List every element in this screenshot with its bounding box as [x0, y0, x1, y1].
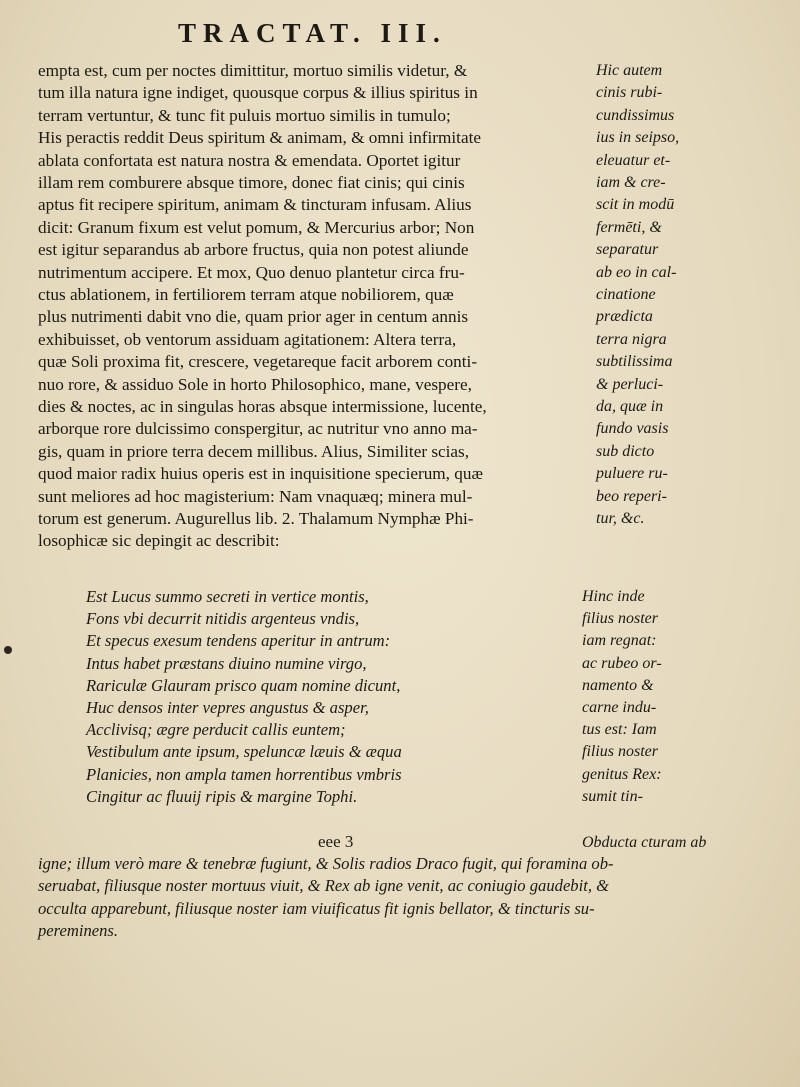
- verse-line: Huc densos inter vepres angustus & asper,: [86, 698, 369, 717]
- text-line: exhibuisset, ob ventorum assiduam agitationem: Altera terra,: [38, 329, 457, 349]
- running-head: TRACTAT. III.: [178, 18, 447, 48]
- text-line: sunt meliores ad hoc magisterium: Nam vnaquæq; minera mul-: [38, 486, 473, 506]
- text-line: quod maior radix huius operis est in inquisitione specierum, quæ: [38, 464, 483, 484]
- text-line: dies & noctes, ac in singulas horas absque intermissione, lucente,: [38, 397, 487, 416]
- verse-margin-note: iam regnat:: [582, 632, 657, 650]
- margin-note: iam & cre-: [596, 174, 666, 191]
- text-line: plus nutrimenti dabit vno die, quam prior ager in centum annis: [38, 307, 469, 327]
- closing-line: occulta apparebunt, filiusque noster iam viuificatus fit ignis bellator, & tincturis su-: [38, 898, 595, 918]
- margin-note: fundo vasis: [596, 420, 669, 438]
- text-line: empta est, cum per noctes dimittitur, mortuo similis videtur, &: [38, 61, 468, 80]
- verse-line: Rariculæ Glauram prisco quam nomine dicunt,: [86, 675, 401, 695]
- text-line: arborque rore dulcissimo conspergitur, ac nutritur vno anno ma-: [38, 419, 478, 439]
- text-line: His peractis reddit Deus spiritum & animam, & omni infirmitate: [38, 128, 481, 148]
- margin-note: separatur: [596, 241, 659, 259]
- margin-note: cinatione: [596, 286, 656, 303]
- margin-note: tur, &c.: [596, 510, 645, 527]
- text-line: nuo rore, & assiduo Sole in horto Philosophico, mane, vespere,: [38, 374, 472, 394]
- margin-note: sub dicto: [596, 442, 655, 460]
- closing-line: igne; illum verò mare & tenebræ fugiunt, & Solis radios Draco fugit, qui foramina ob-: [38, 854, 614, 873]
- text-line: torum est generum. Augurellus lib. 2. Thalamum Nymphæ Phi-: [38, 509, 474, 528]
- margin-dot: [4, 646, 12, 654]
- verse-margin-note: sumit tin-: [582, 787, 643, 805]
- margin-note: scit in modū: [596, 196, 675, 214]
- verse-line: Planicies, non ampla tamen horrentibus vmbris: [86, 764, 402, 784]
- margin-note: prædicta: [596, 308, 653, 326]
- text-line: terram vertuntur, & tunc fit puluis mortuo similis in tumulo;: [38, 105, 451, 125]
- text-line: aptus fit recipere spiritum, animam & tincturam infusam. Alius: [38, 195, 472, 215]
- text-line: est igitur separandus ab arbore fructus, quia non potest aliunde: [38, 240, 469, 260]
- text-line: ablata confortata est natura nostra & emendata. Oportet igitur: [38, 150, 461, 170]
- margin-note: puluere ru-: [596, 465, 668, 483]
- verse-margin-note: filius noster: [582, 743, 659, 761]
- verse-margin-note: Hinc inde: [582, 588, 645, 605]
- verse-line: Est Lucus summo secreti in vertice montis,: [86, 587, 369, 606]
- text-line: tum illa natura igne indiget, quousque corpus & illius spiritus in: [38, 83, 478, 103]
- verse-margin-note: namento &: [582, 676, 654, 694]
- margin-note: subtilissima: [596, 353, 673, 371]
- text-line: quæ Soli proxima fit, crescere, vegetareque facit arborem conti-: [38, 352, 478, 372]
- closing-line: seruabat, filiusque noster mortuus viuit, & Rex ab igne venit, ac coniugio gaudebit, &: [38, 876, 610, 896]
- closing-line: pereminens.: [38, 921, 119, 941]
- text-line: illam rem comburere absque timore, donec fiat cinis; qui cinis: [38, 173, 465, 192]
- text-line: gis, quam in priore terra decem millibus. Alius, Similiter scias,: [38, 441, 470, 461]
- verse-line: Intus habet præstans diuino numine virgo,: [86, 653, 367, 673]
- margin-note: terra nigra: [596, 330, 667, 348]
- text-line: dicit: Granum fixum est velut pomum, & Mercurius arbor; Non: [38, 217, 475, 237]
- verse-line: Acclivisq; ægre perducit callis euntem;: [86, 720, 346, 740]
- verse-margin-note: filius noster: [582, 610, 659, 628]
- text-line: nutrimentum accipere. Et mox, Quo denuo plantetur circa fru-: [38, 262, 465, 282]
- margin-note: ius in seipso,: [596, 129, 680, 147]
- margin-note: ab eo in cal-: [596, 263, 677, 281]
- verse-margin-note: tus est: Iam: [582, 721, 657, 739]
- margin-note: fermēti, &: [596, 218, 662, 236]
- margin-note: & perluci-: [596, 375, 664, 393]
- margin-note: Hic autem: [596, 62, 663, 79]
- verse-line: Et specus exesum tendens aperitur in antrum:: [86, 631, 391, 651]
- verse-margin-note: carne indu-: [582, 699, 657, 716]
- text-line: losophicæ sic depingit ac describit:: [38, 531, 280, 551]
- margin-note: cundissimus: [596, 106, 675, 124]
- verse-line: Fons vbi decurrit nitidis argenteus vndis,: [86, 609, 360, 629]
- text-line: ctus ablationem, in fertiliorem terram atque nobiliorem, quæ: [38, 285, 454, 304]
- signature-mark: eee 3: [318, 832, 354, 851]
- verse-margin-note: ac rubeo or-: [582, 654, 662, 672]
- signature-margin-note: Obducta cturam ab: [582, 834, 707, 851]
- margin-note: da, quæ in: [596, 398, 664, 415]
- verse-line: Vestibulum ante ipsum, speluncæ læuis & æqua: [86, 742, 402, 762]
- verse-line: Cingitur ac fluuij ripis & margine Tophi.: [86, 786, 358, 806]
- margin-note: beo reperi-: [596, 487, 667, 505]
- margin-note: eleuatur et-: [596, 151, 671, 169]
- verse-margin-note: genitus Rex:: [582, 765, 662, 783]
- margin-note: cinis rubi-: [596, 84, 663, 102]
